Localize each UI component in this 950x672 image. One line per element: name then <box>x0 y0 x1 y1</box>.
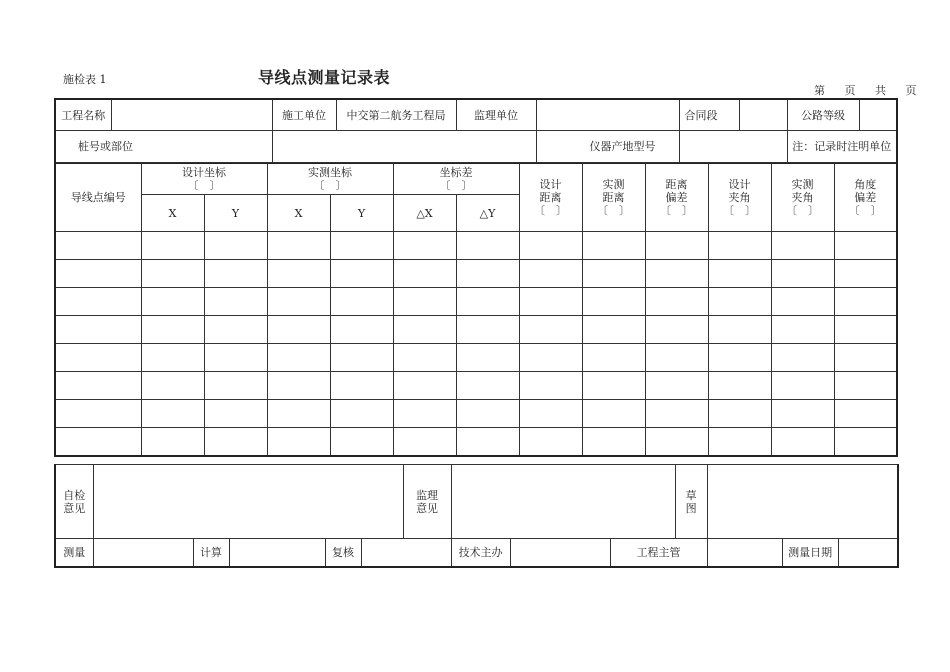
table-cell[interactable] <box>771 372 834 400</box>
eng-manager-field[interactable] <box>707 539 782 568</box>
table-cell[interactable] <box>582 288 645 316</box>
table-cell[interactable] <box>645 260 708 288</box>
table-cell[interactable] <box>834 372 897 400</box>
table-cell[interactable] <box>582 400 645 428</box>
measured-distance-header <box>582 163 645 232</box>
table-cell[interactable] <box>55 344 141 372</box>
table-cell[interactable] <box>393 428 456 457</box>
table-cell[interactable] <box>645 372 708 400</box>
review-label: 复核 <box>325 539 361 568</box>
design-coord-label: 设计坐标 <box>182 165 226 179</box>
table-row <box>55 260 897 288</box>
measured-y-header: Y <box>330 195 393 232</box>
station-field[interactable] <box>272 131 536 164</box>
table-cell[interactable] <box>456 344 519 372</box>
table-cell[interactable] <box>204 400 267 428</box>
design-angle-line1: 设计 <box>728 177 751 191</box>
table-cell[interactable] <box>582 344 645 372</box>
table-cell[interactable] <box>330 316 393 344</box>
measured-angle-line2: 夹角 <box>791 190 814 204</box>
design-coord-unit: 〔 〕 <box>187 178 221 192</box>
table-cell[interactable] <box>141 400 204 428</box>
table-cell[interactable] <box>645 232 708 260</box>
table-cell[interactable] <box>771 344 834 372</box>
contractor-label: 施工单位 <box>272 99 336 131</box>
table-cell[interactable] <box>456 316 519 344</box>
table-cell[interactable] <box>456 428 519 457</box>
table-cell[interactable] <box>645 344 708 372</box>
table-cell[interactable] <box>267 288 330 316</box>
table-cell[interactable] <box>141 372 204 400</box>
table-cell[interactable] <box>330 372 393 400</box>
table-row <box>55 428 897 457</box>
table-cell[interactable] <box>456 232 519 260</box>
table-row <box>55 316 897 344</box>
table-cell[interactable] <box>141 260 204 288</box>
contract-section-label: 合同段 <box>679 99 739 131</box>
measured-angle-unit: 〔 〕 <box>786 203 819 217</box>
angle-deviation-header <box>834 163 897 232</box>
table-row <box>55 344 897 372</box>
survey-field[interactable] <box>93 539 193 568</box>
design-angle-unit: 〔 〕 <box>723 203 756 217</box>
measured-x-header: X <box>267 195 330 232</box>
design-angle-line2: 夹角 <box>728 190 751 204</box>
supervision-line1: 监理 <box>416 488 439 502</box>
table-cell[interactable] <box>645 428 708 457</box>
table-cell[interactable] <box>708 288 771 316</box>
table-row <box>55 400 897 428</box>
design-distance-unit: 〔 〕 <box>534 203 567 217</box>
table-cell[interactable] <box>771 260 834 288</box>
measured-angle-line1: 实测 <box>791 177 814 191</box>
design-y-header: Y <box>204 195 267 232</box>
table-cell[interactable] <box>55 316 141 344</box>
table-cell[interactable] <box>771 288 834 316</box>
table-cell[interactable] <box>330 428 393 457</box>
self-check-field[interactable] <box>93 465 403 539</box>
table-cell[interactable] <box>141 344 204 372</box>
table-cell[interactable] <box>519 232 582 260</box>
measured-coord-label: 实测坐标 <box>308 165 352 179</box>
page-info-total: 共 <box>875 84 886 97</box>
design-distance-header <box>519 163 582 232</box>
survey-label: 测量 <box>55 539 93 568</box>
table-cell[interactable] <box>204 344 267 372</box>
table-cell[interactable] <box>708 372 771 400</box>
table-cell[interactable] <box>708 316 771 344</box>
form-code: 施检表 1 <box>63 73 107 86</box>
table-cell[interactable] <box>582 260 645 288</box>
design-angle-header <box>708 163 771 232</box>
table-cell[interactable] <box>834 344 897 372</box>
table-cell[interactable] <box>393 232 456 260</box>
data-rows <box>55 232 897 457</box>
table-cell[interactable] <box>645 316 708 344</box>
table-cell[interactable] <box>141 232 204 260</box>
table-cell[interactable] <box>141 316 204 344</box>
table-cell[interactable] <box>456 260 519 288</box>
design-coord-header <box>141 163 267 195</box>
measured-coord-unit: 〔 〕 <box>313 178 347 192</box>
design-x-header: X <box>141 195 204 232</box>
table-cell[interactable] <box>834 400 897 428</box>
table-cell[interactable] <box>834 288 897 316</box>
table-cell[interactable] <box>267 260 330 288</box>
table-cell[interactable] <box>834 428 897 457</box>
survey-date-field[interactable] <box>838 539 898 568</box>
table-cell[interactable] <box>55 232 141 260</box>
sketch-field[interactable] <box>707 465 898 539</box>
sketch-line1: 草 <box>685 488 697 502</box>
contract-section-field[interactable] <box>739 99 787 131</box>
table-cell[interactable] <box>393 372 456 400</box>
design-distance-line2: 距离 <box>539 190 562 204</box>
self-check-label <box>55 465 93 539</box>
supervision-line2: 意见 <box>416 501 439 515</box>
table-cell[interactable] <box>519 428 582 457</box>
review-field[interactable] <box>361 539 451 568</box>
station-label: 桩号或部位 <box>55 131 272 164</box>
table-cell[interactable] <box>834 316 897 344</box>
coord-diff-header <box>393 163 519 195</box>
angle-deviation-unit: 〔 〕 <box>848 203 882 217</box>
page-info <box>814 82 925 98</box>
table-cell[interactable] <box>393 260 456 288</box>
distance-deviation-line1: 距离 <box>665 177 688 191</box>
table-cell[interactable] <box>141 288 204 316</box>
table-cell[interactable] <box>582 232 645 260</box>
table-cell[interactable] <box>456 288 519 316</box>
road-grade-field[interactable] <box>859 99 897 131</box>
survey-date-label: 测量日期 <box>782 539 838 568</box>
self-check-line2: 意见 <box>63 501 86 515</box>
measured-angle-header <box>771 163 834 232</box>
calculate-field[interactable] <box>229 539 325 568</box>
contractor-field[interactable]: 中交第二航务工程局 <box>336 99 456 131</box>
table-cell[interactable] <box>708 344 771 372</box>
table-cell[interactable] <box>708 260 771 288</box>
table-cell[interactable] <box>771 232 834 260</box>
table-cell[interactable] <box>55 372 141 400</box>
angle-deviation-line2: 偏差 <box>854 190 877 204</box>
table-cell[interactable] <box>204 232 267 260</box>
measured-coord-header <box>267 163 393 195</box>
info-table <box>54 98 898 164</box>
table-cell[interactable] <box>330 288 393 316</box>
delta-y-header: △Y <box>456 195 519 232</box>
table-cell[interactable] <box>204 288 267 316</box>
page-info-pages: 页 <box>905 84 917 97</box>
table-cell[interactable] <box>55 428 141 457</box>
delta-x-header: △X <box>393 195 456 232</box>
angle-deviation-line1: 角度 <box>854 177 877 191</box>
table-cell[interactable] <box>834 260 897 288</box>
supervisor-label: 监理单位 <box>456 99 536 131</box>
coord-diff-unit: 〔 〕 <box>439 178 473 192</box>
table-cell[interactable] <box>204 428 267 457</box>
table-cell[interactable] <box>519 400 582 428</box>
page-info-page: 页 <box>844 84 856 97</box>
table-cell[interactable] <box>267 372 330 400</box>
table-cell[interactable] <box>582 372 645 400</box>
distance-deviation-unit: 〔 〕 <box>660 203 693 217</box>
instrument-label: 仪器产地型号 <box>536 131 679 164</box>
project-name-label: 工程名称 <box>55 99 111 131</box>
calculate-label: 计算 <box>193 539 229 568</box>
table-cell[interactable] <box>456 400 519 428</box>
table-cell[interactable] <box>204 372 267 400</box>
supervisor-field[interactable] <box>536 99 679 131</box>
table-cell[interactable] <box>771 428 834 457</box>
measured-distance-unit: 〔 〕 <box>597 203 630 217</box>
design-distance-line1: 设计 <box>539 177 562 191</box>
supervision-field[interactable] <box>451 465 675 539</box>
table-cell[interactable] <box>645 288 708 316</box>
table-cell[interactable] <box>582 428 645 457</box>
table-cell[interactable] <box>330 260 393 288</box>
road-grade-label: 公路等级 <box>787 99 859 131</box>
point-no-header: 导线点编号 <box>55 163 141 232</box>
note-text: 注：记录时注明单位 <box>787 131 897 164</box>
table-cell[interactable] <box>55 260 141 288</box>
table-cell[interactable] <box>267 232 330 260</box>
form-title: 导线点测量记录表 <box>258 68 391 87</box>
self-check-line1: 自检 <box>63 488 86 502</box>
table-cell[interactable] <box>456 372 519 400</box>
table-cell[interactable] <box>141 428 204 457</box>
table-cell[interactable] <box>645 400 708 428</box>
table-cell[interactable] <box>267 316 330 344</box>
table-cell[interactable] <box>708 232 771 260</box>
table-cell[interactable] <box>519 344 582 372</box>
measured-distance-line1: 实测 <box>602 177 625 191</box>
eng-manager-label: 工程主管 <box>610 539 707 568</box>
measurement-table <box>54 162 898 457</box>
measured-distance-line2: 距离 <box>602 190 625 204</box>
table-cell[interactable] <box>267 428 330 457</box>
table-cell[interactable] <box>771 316 834 344</box>
distance-deviation-line2: 偏差 <box>665 190 688 204</box>
signoff-table <box>54 464 899 568</box>
table-row <box>55 288 897 316</box>
table-cell[interactable] <box>834 232 897 260</box>
instrument-field[interactable] <box>679 131 787 164</box>
distance-deviation-header <box>645 163 708 232</box>
page-info-di: 第 <box>814 84 825 97</box>
table-cell[interactable] <box>519 288 582 316</box>
table-cell[interactable] <box>55 400 141 428</box>
table-cell[interactable] <box>708 428 771 457</box>
table-cell[interactable] <box>393 288 456 316</box>
table-row <box>55 232 897 260</box>
table-cell[interactable] <box>55 288 141 316</box>
table-cell[interactable] <box>267 400 330 428</box>
table-cell[interactable] <box>708 400 771 428</box>
project-name-field[interactable] <box>111 99 272 131</box>
table-cell[interactable] <box>330 344 393 372</box>
table-cell[interactable] <box>393 344 456 372</box>
sketch-label <box>675 465 707 539</box>
table-cell[interactable] <box>393 400 456 428</box>
table-cell[interactable] <box>393 316 456 344</box>
table-cell[interactable] <box>519 316 582 344</box>
table-cell[interactable] <box>519 260 582 288</box>
table-cell[interactable] <box>771 400 834 428</box>
table-cell[interactable] <box>330 400 393 428</box>
table-row <box>55 372 897 400</box>
table-cell[interactable] <box>267 344 330 372</box>
table-cell[interactable] <box>330 232 393 260</box>
supervision-label <box>403 465 451 539</box>
table-cell[interactable] <box>519 372 582 400</box>
coord-diff-label: 坐标差 <box>439 165 473 179</box>
sketch-line2: 图 <box>685 501 697 515</box>
tech-lead-label: 技术主办 <box>451 539 510 568</box>
table-cell[interactable] <box>204 260 267 288</box>
tech-lead-field[interactable] <box>510 539 610 568</box>
table-cell[interactable] <box>582 316 645 344</box>
table-cell[interactable] <box>204 316 267 344</box>
